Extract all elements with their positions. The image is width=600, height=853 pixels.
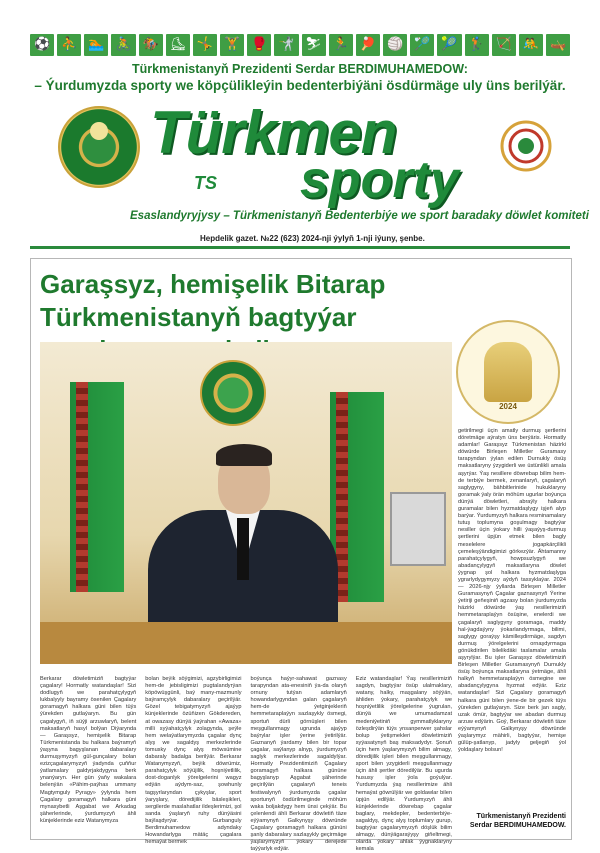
state-emblem-icon [58, 106, 140, 188]
sport-icon: 🛶 [546, 34, 570, 56]
sport-icon: ⛹ [57, 34, 81, 56]
sport-icon: 🏹 [492, 34, 516, 56]
sport-icon: 🏌 [465, 34, 489, 56]
sport-icon: 🤼 [519, 34, 543, 56]
header-divider [30, 246, 570, 249]
article-column-1: Berkarar döwletimiziň bagtyýar çagalary! Hormatly watandaşlar! Sizi dodlugyň we parahatçylygyň lukbalyyly bayramy ösenilen Çagalary goramagyň halkara güni bilen tüýs ýürekden gutlaýaryn. Bu gün çagalygyň, iň süýji arzuwlaryň, belent maksatlaryň hasyl bolýan Diýarynda — Garaşsyz, hemişelik Bitarap Türkmenistanda bu halkara baýramyň ýaşyna bagyşlanan dabaralary durmuşymyzyň gül-gunçalary bolan ezizçagalarymyzyň ýadynda çuňňur ýatlamalary galdyrjakdygyna berk ynanýaryn. Her gün ýaňy wakalara belenýän «Pähim-paýhas ummany Magtymguly Pyragy» ýylynda hem Çagalary goramagyň halkara güni mynasybetli Aşgabat we Arkadag şäherlerinde, ýurdumyzyň ähli künjeklerinde eziz Watanymyza [40, 676, 137, 824]
signature-title: Türkmenistanyň Prezidenti [476, 813, 566, 820]
seal-year: 2024 [499, 402, 517, 411]
sport-icon: ⛷ [302, 34, 326, 56]
signature-name: Serdar BERDIMUHAMEDOW. [469, 822, 566, 829]
article-column-3: boýunça haýyr-sahawat gaznasy tarapyndan ata-enesiniň ýa-da olaryň ornuny tutýan adamlaryň howandarlygyndan galan çagalaryň hem-de ýetginjekleriň hemmetaraplaýyn sazlaşykly ösmegi, sportuň dürli görnüşleri bilen meşgullanmagy ugrunda ajaýyp baýrylar işler ýerine ýetirilýär. Gaznanyň ýardamy bilen bir topar çagalar, saýlanyp alnyp, ýurdumyzyň saglyk merkezlerinde sagaldylýar. Hormatly Prezidentimiziň Çagalary goramagyň halkara gününe bagyşlanyp Aşgabat şäherinde geçirilýän çagalaryň teneis festiwalynyň ýurdumyzda çagalar sportunyň ösdürilmeginde möhüm waka boljakdygy hem ünsi çekýär. Bu çelenlendi ähli Berkarar döwletiň täze eýýamynyň Galkynyşy döwründe Çagalary goramagyň halkara gününi şanly dabaralary sazlaşykly geçirmäge ýaşlarymyzyň ýokary derejede taýýarlyk edýär. [250, 676, 347, 853]
issue-info: Hepdelik gazet. №22 (623) 2024-nji ýylyň 1-nji iýuny, şenbe. [200, 234, 425, 243]
sport-icon: 🏐 [383, 34, 407, 56]
sport-icon: 🏃 [329, 34, 353, 56]
sport-icon: 🏓 [356, 34, 380, 56]
desk-computer [390, 492, 446, 566]
person-hair [216, 444, 272, 466]
sport-icon: 🤺 [274, 34, 298, 56]
article-column-2: bolan beýik söýgimizi, agzybirligimizi hem-de jebisligimizi pugtalandyrýan köpöwüşgünli, baý many-mazmunly baýramçylyk dabaralary geçirilýär. Gözel tebigatymyzyň ajaýyp künjeklerinde özüňizen Gökdereden, at owazasy dünýä ýaýrahan «Awaza» milli syýahatçylyk zolagynda, şeýle hem welaýatlarymyzda çagalar dynç alyş we sagaldyş merkezlerinde tomusky dynç alyş möwsümine dabaraly badalga berilýär. Berkarar Watanymyzyň, beýik döwrümiz, parahatçylyk söýüjilik, hoşniýetlilik, dost-doganlyk ýörelgelerini wagyz edýän aýdym-saz, şowhunly tagşyrlaryndan çykyşlar, sport ýaryşlary, döredijilik bäsleşikleri, sergilerde maslahatlar ildeşlerimizi, şol sanda ýaşlaryň ruhy dünýäsini baýlaşdyrýar. Gurbanguly Berdimuhamedow adyndaky Howandarlyga mätäç çagalara hemaýat bermek [145, 676, 242, 846]
masthead-subtitle: Esaslandyryjysy – Türkmenistanyň Bedenterbiýe we sport baradaky döwlet komiteti [130, 210, 589, 222]
sport-icon: 🏇 [139, 34, 163, 56]
sport-icon: 🚴 [111, 34, 135, 56]
magtymguly-seal-icon [456, 320, 560, 424]
masthead-title-top: Türkmen [150, 99, 397, 166]
sport-icon: 🏊 [84, 34, 108, 56]
article-right-column: getirilmegi üçin amatly durmuş şertlerini döretmäge aýratyn üns berýäris. Hormatly adamlar! Garaşsyz Türkmenistan häzirki döwürde Birleşen Milletler Guramasy tarapyndan ýylan edilen Durnukly ösüş maksatlaryny ýzygiderli we üstünlikli amala aşyrýar. Ýaş nesillere döwrebap bilim hem-de terbiýe bermek, zenanlaryň, çagalaryň saglygyny, bähbitlerinide hukuklaryny goramak ýaly örän möhüm ugurlar boýunça dünýä döwletleri, abraýly halkara guramalar bilen hyzmatdaşlygy işjeň alyp barýar. Ýurdumyzyň halkara resminamalary tutuş toplumyna goşulmagy bagtyýar nesiller üçin ýokary hilli ýaşaýyş-durmuş şertlerini üpjün etmek bilen bagly meselelere jogapkärçilikli çemeleşýändigimizi görkezýär. Ähtamanny parahatçylygyň, howpsuzlygyň we abadançylygyň maksatlaryna döwlet ýygnap şol halkara hyzmatdaşlyga ygrarlydygymyzy aýdyň tassyklaýar. 2024 — 2026-njy ýyllarda Birleşen Milletler Guramasynyň Çagalar gaznasynyň Ýerine ýetiriji geňeşiniň agzasy bolan ýurdumyzda häzirki döwürde ýaş nesillerimiziň hemmetaraplaýyn ösüşine, enelerdi we çagalaryň saglygyny goramaga, maddy hal-ýagdaýyny ýokarlandyrmaga, bilimi, saglygy goraýşy kämilleşdirmäge, sagdyn durmuş ýörelgelerini ornaşdyrmaga gönükdirilen bilelikdäki taslamalar amala aşyrylýar. Bu işler Garaşsyz döwletimiziň Birleşen Milletler Guramasynyň Durnukly ösüş boýunça maksatlaryna ýetmäge, ähli halkyň hemmetaraplaýyn ösmegine we abadançylygyna hyzmat edýär. Eziz watandaşlar! Sizi Çagalary goramagyň halkara güni bilen ýene-de bir gezek tüýs ýürekden gutlaýaryn. Size berk jan sagly, uzak ömür, bagtyýar we abadan durmuş arzuw edýärin. Goý, Berkarar döwletiň täze eýýamynyň Galkynyşy döwründe ýaşlarymyz mähirli, bagtyýar, hemişe gülüp-şatlanyp, jadyly geljegiň ýol ýoldaşlary bolsun! [458, 428, 566, 754]
sport-icon: 🎾 [437, 34, 461, 56]
person-tie [237, 518, 249, 580]
desk [40, 622, 452, 664]
signature [466, 812, 566, 830]
article-body [40, 676, 452, 853]
wall-emblem-icon [200, 360, 266, 426]
sport-icon: 🏋 [220, 34, 244, 56]
sports-icon-bar [30, 34, 570, 56]
masthead-logo-mark: TS [194, 173, 218, 193]
article-headline: Garaşsyz, hemişelik Bitarap Türkmenistanyň bagtyýar [40, 269, 386, 332]
article-column-4: Eziz watandaşlar! Ýaş nesillerimiziň sagdyn, bagtyýar ösüp ulalmaklary, watany, halky, maşgalany söýýän, ähliden ýokary, parahatçylyk we hoşniýetlilik ýörelgelerine ýugrulan, dünýä we umumadamzat medeniýetiniň gymmatlyklaryny özleşdirýän tüýs ynsanperwer şahslar bolup ýetişmekleri döwletimiziň syýasatynyň baş maksadydyr. Şonuň üçin hem ýaşlarymyzyň bilim almagy, döredijilik işleri bilen meşgullanmagy, sport bilen yzygiderli meşgullanmagy üçin ähli şertler döredilýär. Bu ugurda hususy işler ýola goýulýar. Ýurdumyzda ýaş nesillerimize ähli hemaýat göwrülýär we goldawlar bilen üpjün edilýär. Ýurdumyzyň ähli künjeklerinde döwrebap çagalar baglary, mekdepler, bedenterbiýe-sagaldyş, dynç alyş toplumlary gurup, bagtyýar çagalarymyzyň döşlük bilim almagy, dünýägaraýyşy giňeltmegi, olarda ýokary ahlak ýygnaklaryny kemala [355, 676, 452, 853]
anniversary-logo-icon [496, 116, 556, 176]
flag-left [70, 382, 124, 592]
president-quote-line1: Türkmenistanyň Prezidenti Serdar BERDIMUHAMEDOW: [132, 62, 468, 76]
sport-icon: 🤸 [193, 34, 217, 56]
president-photo [40, 342, 452, 664]
flag-right [330, 392, 384, 602]
president-quote-line2: – Ýurdumyzda sporty we köpçülikleýin bedenterbiýäni ösdürmäge uly üns berilýär. [34, 78, 566, 93]
sport-icon: 🥊 [247, 34, 271, 56]
masthead-title-bottom: sporty [300, 151, 459, 209]
sport-icon: ⚽ [30, 34, 54, 56]
sport-icon: ⛸ [166, 34, 190, 56]
sport-icon: 🏸 [410, 34, 434, 56]
